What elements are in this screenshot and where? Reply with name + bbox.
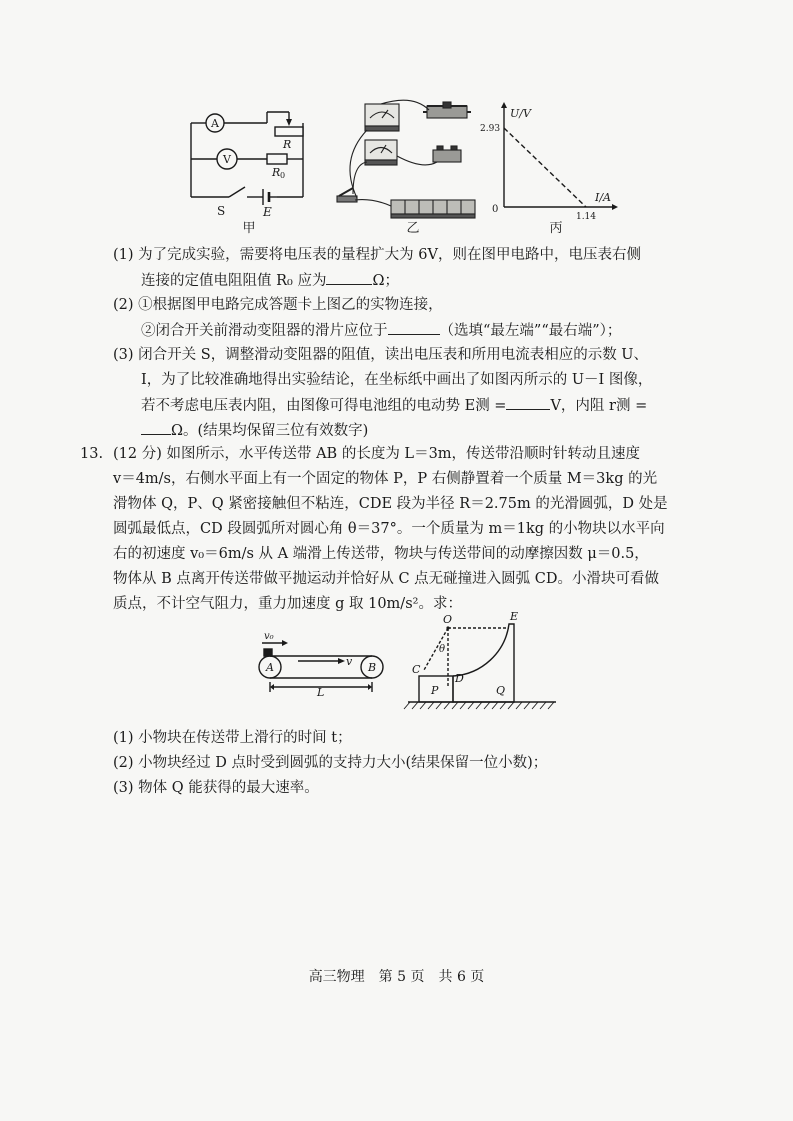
answer-blank-slider-position[interactable] — [388, 320, 440, 335]
small-block — [264, 649, 272, 656]
physical-wiring-yi — [333, 100, 495, 235]
resistor-r0-label: R — [272, 166, 281, 179]
q12-part2-line1: (2) ①根据图甲电路完成答题卡上图乙的实物连接， — [113, 297, 443, 313]
q13-question-2: (2) 小物块经过 D 点时受到圆弧的支持力大小(结果保留一位小数)； — [113, 755, 548, 771]
conveyor-arc-diagram — [238, 610, 558, 720]
label-o: O — [443, 613, 453, 626]
label-q: Q — [496, 684, 506, 697]
q13-question-3: (3) 物体 Q 能获得的最大速率。 — [113, 780, 319, 796]
q13-number: 13. — [80, 446, 104, 462]
v0-arrowhead — [282, 640, 288, 646]
q12-part3-line1: (3) 闭合开关 S，调整滑动变阻器的阻值，读出电压表和所用电流表相应的示数 U、 — [113, 347, 649, 363]
q13-stem-line3: 滑物体 Q，P、Q 紧密接触但不粘连，CDE 段为半径 R＝2.75m 的光滑圆弧，D 处是 — [113, 496, 668, 512]
graph-origin-label: 0 — [492, 204, 499, 215]
q13-stem-line1: (12 分) 如图所示，水平传送带 AB 的长度为 L＝3m，传送带沿顺时针转动且速度 — [113, 446, 641, 462]
resistor-r-label: R — [283, 138, 292, 151]
label-theta: θ — [439, 644, 446, 655]
y-axis-label: U/V — [510, 107, 531, 120]
q13-stem-line7: 质点，不计空气阻力，重力加速度 g 取 10m/s²。求： — [113, 596, 462, 612]
resistor-box-device — [433, 146, 461, 162]
v-arrowhead — [338, 658, 345, 664]
q13-stem-line4: 圆弧最低点，CD 段圆弧所对圆心角 θ＝37°。一个质量为 m＝1kg 的小物块以水平向 — [113, 521, 665, 537]
label-a: A — [266, 661, 274, 674]
q12-part1-line1: (1) 为了完成实验，需要将电压表的量程扩大为 6V，则在图甲电路中，电压表右侧 — [113, 247, 641, 263]
x-tick-label: 1.14 — [575, 212, 597, 222]
battery-holder-device — [391, 200, 475, 218]
resistor-r0-subscript: 0 — [280, 171, 286, 180]
figure-caption-yi: 乙 — [406, 221, 420, 236]
answer-blank-internal-resistance[interactable] — [141, 420, 171, 435]
answer-blank-emf[interactable] — [506, 395, 550, 410]
y-axis-arrow — [501, 102, 507, 108]
figure-caption-bing: 丙 — [549, 221, 563, 236]
label-d: D — [455, 672, 464, 685]
label-l: L — [317, 686, 325, 699]
u-i-data-line — [504, 128, 586, 207]
q13-stem-line5: 右的初速度 v₀＝6m/s 从 A 端滑上传送带，物块与传送带间的动摩擦因数 μ＝0.5， — [113, 546, 649, 562]
circuit-diagram-jia — [185, 100, 325, 235]
u-i-graph-bing — [478, 100, 628, 235]
ammeter-label: A — [211, 117, 219, 130]
label-p: P — [431, 684, 439, 697]
q12-part2-line2: ②闭合开关前滑动变阻器的滑片应位于 （选填“最左端”“最右端”）； — [141, 320, 621, 341]
q13-question-1: (1) 小物块在传送带上滑行的时间 t； — [113, 730, 352, 746]
ammeter-device — [365, 140, 397, 165]
switch-label: S — [217, 204, 226, 218]
figure-caption-jia: 甲 — [242, 221, 256, 236]
page-footer: 高三物理 第 5 页 共 6 页 — [308, 969, 485, 985]
answer-blank-r0[interactable] — [326, 270, 372, 285]
label-c: C — [412, 663, 421, 676]
label-b: B — [367, 661, 377, 674]
q12-part3-line3: 若不考虑电压表内阻，由图像可得电池组的电动势 E测 = V，内阻 r测 = — [141, 395, 647, 416]
x-axis-arrow — [612, 204, 618, 210]
voltmeter-label: V — [223, 153, 231, 166]
q13-stem-line6: 物体从 B 点离开传送带做平抛运动并恰好从 C 点无碰撞进入圆弧 CD。小滑块可看做 — [113, 571, 660, 587]
x-axis-label: I/A — [595, 191, 611, 204]
label-v: v — [346, 655, 353, 668]
label-e: E — [510, 610, 519, 623]
q12-part1-line2: 连接的定值电阻阻值 R₀ 应为 Ω； — [141, 270, 399, 291]
voltmeter-device — [365, 104, 399, 131]
battery-label: E — [263, 205, 272, 219]
rheostat-device — [423, 102, 471, 118]
q13-stem-line2: v＝4m/s，右侧水平面上有一个固定的物体 P，P 右侧静置着一个质量 M＝3kg 的光 — [113, 471, 658, 487]
label-v0: v₀ — [264, 631, 274, 642]
q12-part3-line4: Ω。(结果均保留三位有效数字) — [141, 420, 368, 441]
center-point-o — [446, 626, 449, 629]
y-tick-label: 2.93 — [480, 124, 501, 134]
q12-part3-line2: I，为了比较准确地得出实验结论，在坐标纸中画出了如图丙所示的 U－I 图像， — [141, 372, 653, 388]
